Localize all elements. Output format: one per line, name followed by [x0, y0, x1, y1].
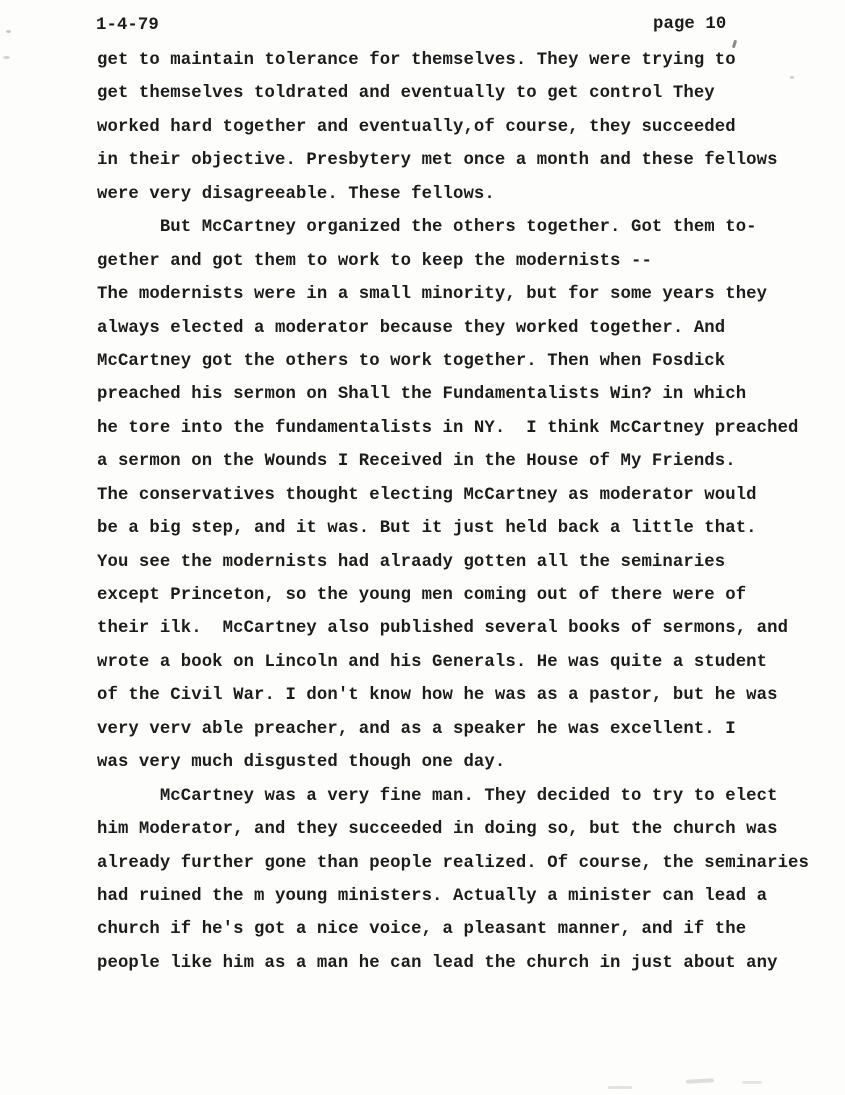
text-line: had ruined the m young ministers. Actually a minister can lead a — [97, 886, 768, 906]
text-line: already further gone than people realized. Of course, the seminaries — [97, 853, 809, 873]
text-line: worked hard together and eventually,of course, they succeeded — [97, 117, 736, 137]
text-line: of the Civil War. I don't know how he was as a pastor, but he was — [97, 686, 778, 706]
text-line: McCartney got the others to work together. Then when Fosdick — [97, 351, 726, 371]
text-line: But McCartney organized the others together. Got them to- — [97, 218, 757, 238]
text-line: be a big step, and it was. But it just held back a little that. — [97, 519, 757, 539]
text-line: their ilk. McCartney also published several books of sermons, and — [97, 619, 789, 639]
text-line: was very much disgusted though one day. — [97, 753, 506, 773]
text-line: in their objective. Presbytery met once a month and these fellows — [97, 151, 778, 171]
scan-smudge — [608, 1086, 632, 1089]
text-line: The conservatives thought electing McCartney as moderator would — [97, 485, 757, 505]
document-body — [97, 44, 827, 980]
scan-speck — [3, 56, 10, 59]
header-page-number: page 10 — [653, 15, 727, 34]
text-line: wrote a book on Lincoln and his Generals. He was quite a student — [97, 652, 768, 672]
scan-smudge — [686, 1078, 714, 1083]
text-line: a sermon on the Wounds I Received in the House of My Friends. — [97, 452, 736, 472]
header-date: 1-4-79 — [96, 16, 159, 35]
text-line: You see the modernists had alraady gotten all the seminaries — [97, 552, 726, 572]
text-line: him Moderator, and they succeeded in doing so, but the church was — [97, 820, 778, 840]
text-line: McCartney was a very fine man. They decided to try to elect — [97, 786, 778, 806]
text-line: he tore into the fundamentalists in NY. I think McCartney preached — [97, 418, 799, 438]
text-line: people like him as a man he can lead the church in just about any — [97, 953, 778, 973]
text-line: very verv able preacher, and as a speaker he was excellent. I — [97, 719, 736, 739]
text-line: The modernists were in a small minority, but for some years they — [97, 285, 768, 305]
text-line: were very disagreeable. These fellows. — [97, 184, 495, 204]
text-line: except Princeton, so the young men coming out of there were of — [97, 586, 747, 605]
text-line: get themselves toldrated and eventually to get control They — [97, 84, 715, 104]
scan-speck — [6, 30, 11, 33]
text-line: get to maintain tolerance for themselves. They were trying to — [97, 51, 736, 70]
text-line: church if he's got a nice voice, a pleasant manner, and if the — [97, 920, 747, 940]
scan-smudge — [742, 1081, 762, 1084]
text-line: always elected a moderator because they worked together. And — [97, 318, 726, 338]
text-line: gether and got them to work to keep the modernists -- — [97, 251, 652, 271]
text-line: preached his sermon on Shall the Fundamentalists Win? in which — [97, 385, 747, 405]
